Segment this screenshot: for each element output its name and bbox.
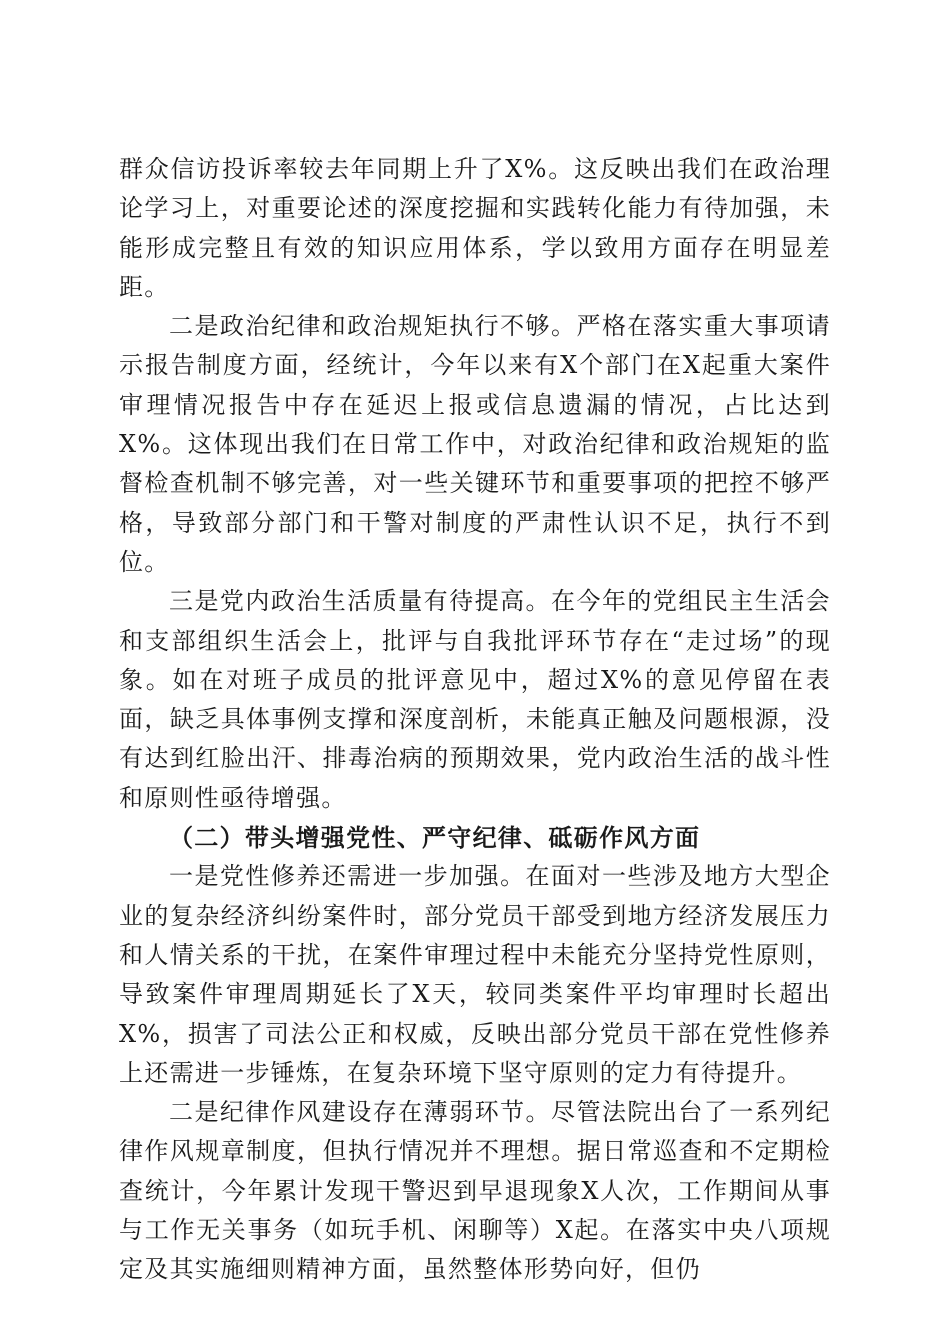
paragraph-discipline-style: 二是纪律作风建设存在薄弱环节。尽管法院出台了一系列纪律作风规章制度，但执行情况并不理想。据日常巡查和不定期检查统计，今年累计发现干警迟到早退现象X人次，工作期间从事与工作无关事务（如玩手机、闲聊等）X起。在落实中央八项规定及其实施细则精神方面，虽然整体形势向好，但仍 bbox=[119, 1098, 831, 1284]
paragraph-party-life-quality: 三是党内政治生活质量有待提高。在今年的党组民主生活会和支部组织生活会上，批评与自我批评环节存在“走过场”的现象。如在对班子成员的批评意见中，超过X%的意见停留在表面，缺乏具体事例支撑和深度剖析，未能真正触及问题根源，没有达到红脸出汗、排毒治病的预期效果，党内政治生活的战斗性和原则性亟待增强。 bbox=[119, 587, 831, 812]
paragraph-party-spirit: 一是党性修养还需进一步加强。在面对一些涉及地方大型企业的复杂经济纠纷案件时，部分党员干部受到地方经济发展压力和人情关系的干扰，在案件审理过程中未能充分坚持党性原则，导致案件审理周期延长了X天，较同类案件平均审理时长超出X%，损害了司法公正和权威，反映出部分党员干部在党性修养上还需进一步锤炼，在复杂环境下坚守原则的定力有待提升。 bbox=[119, 862, 831, 1087]
paragraph-political-discipline: 二是政治纪律和政治规矩执行不够。严格在落实重大事项请示报告制度方面，经统计，今年以来有X个部门在X起重大案件审理情况报告中存在延迟上报或信息遗漏的情况，占比达到X%。这体现出我们在日常工作中，对政治纪律和政治规矩的监督检查机制不够完善，对一些关键环节和重要事项的把控不够严格，导致部分部门和干警对制度的严肃性认识不足，执行不到位。 bbox=[119, 312, 831, 576]
document-body bbox=[119, 150, 831, 1290]
section-heading: （二）带头增强党性、严守纪律、砥砺作风方面 bbox=[169, 823, 701, 853]
paragraph-continuation: 群众信访投诉率较去年同期上升了X%。这反映出我们在政治理论学习上，对重要论述的深度挖掘和实践转化能力有待加强，未能形成完整且有效的知识应用体系，学以致用方面存在明显差距。 bbox=[119, 155, 831, 301]
